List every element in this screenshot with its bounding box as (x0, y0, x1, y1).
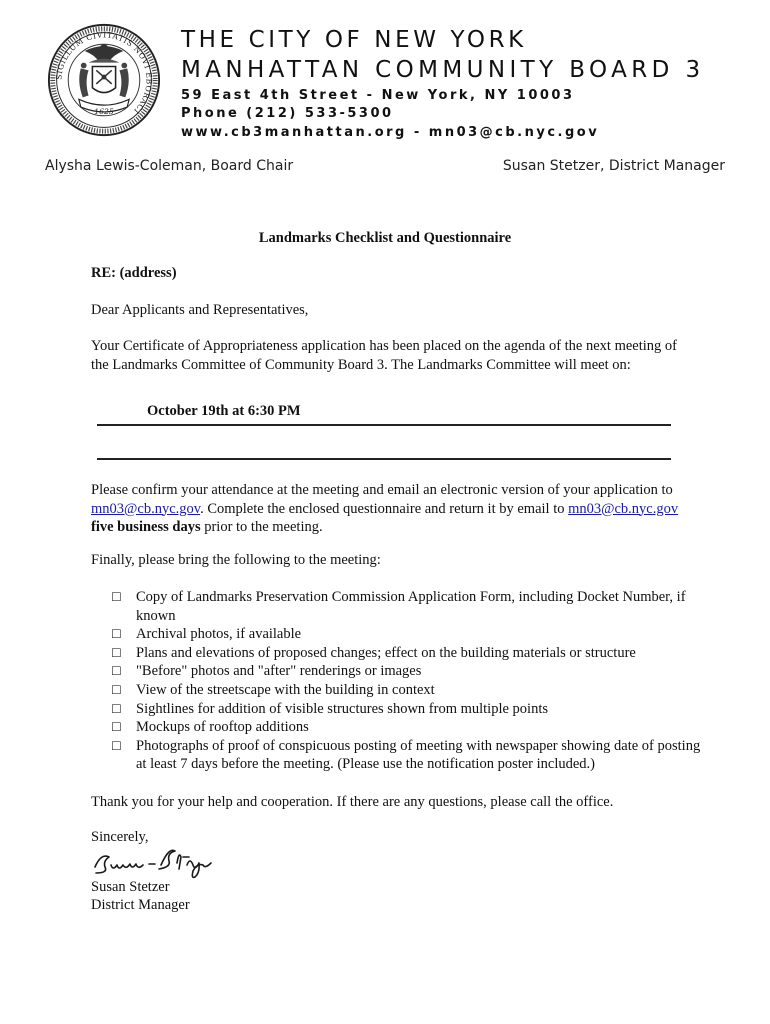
checklist (111, 588, 701, 774)
seal-year: 1625 (94, 106, 114, 116)
re-line: RE: (address) (91, 265, 177, 281)
checklist-item (111, 644, 701, 663)
document-title: Landmarks Checklist and Questionnaire (258, 230, 512, 246)
letterhead-title-line2: MANHATTAN COMMUNITY BOARD 3 (181, 57, 705, 83)
signer-name: Susan Stetzer (91, 879, 170, 895)
checklist-item (111, 737, 701, 774)
checkbox-icon: ☐ (111, 701, 122, 716)
checklist-item-text: Copy of Landmarks Preservation Commission Application Form, including Docket Number, if known (136, 589, 686, 624)
checkbox-icon: ☐ (111, 682, 122, 697)
letterhead-title-line1: THE CITY OF NEW YORK (181, 27, 527, 53)
meeting-date: October 19th at 6:30 PM (147, 403, 301, 419)
signer-title: District Manager (91, 897, 190, 913)
board-chair: Alysha Lewis-Coleman, Board Chair (45, 158, 294, 174)
confirm-paragraph (91, 481, 691, 537)
checkbox-icon: ☐ (111, 645, 122, 660)
checklist-item-text: Archival photos, if available (136, 626, 302, 643)
checklist-item-text: "Before" photos and "after" renderings or images (136, 663, 422, 680)
confirm-text-1: Please confirm your attendance at the meeting and email an electronic version of your application to (91, 482, 673, 498)
checkbox-icon: ☐ (111, 664, 122, 679)
deadline-emphasis: five business days (91, 519, 201, 535)
letterhead-phone: Phone (212) 533-5300 (181, 106, 394, 121)
email-link-1[interactable]: mn03@cb.nyc.gov (91, 500, 201, 517)
checklist-item-text: Mockups of rooftop additions (136, 719, 309, 736)
checklist-item-text: View of the streetscape with the building in context (136, 681, 435, 698)
checklist-item (111, 588, 701, 625)
fill-in-line-1 (97, 424, 671, 426)
checklist-item (111, 662, 701, 681)
checkbox-icon: ☐ (111, 590, 122, 604)
checklist-item (111, 700, 701, 719)
thanks-paragraph: Thank you for your help and cooperation. If there are any questions, please call the office. (91, 794, 614, 810)
checkbox-icon: ☐ (111, 627, 122, 642)
signer-block (91, 878, 190, 914)
checkbox-icon: ☐ (111, 738, 122, 753)
letterhead-web-email: www.cb3manhattan.org - mn03@cb.nyc.gov (181, 125, 600, 140)
fill-in-line-2 (97, 458, 671, 460)
checkbox-icon: ☐ (111, 720, 122, 735)
intro-paragraph: Your Certificate of Appropriateness application has been placed on the agenda of the next meeting of the Landmarks Committee of Community Board 3. The Landmarks Committee will meet on: (91, 338, 677, 373)
confirm-text-2: . Complete the enclosed questionnaire and return it by email to (200, 500, 569, 517)
checklist-item (111, 625, 701, 644)
checklist-item (111, 681, 701, 700)
closing: Sincerely, (91, 829, 149, 845)
salutation: Dear Applicants and Representatives, (91, 302, 309, 318)
confirm-text-3: prior to the meeting. (200, 519, 323, 535)
signature-image (91, 843, 226, 881)
email-link-2[interactable]: mn03@cb.nyc.gov (568, 500, 679, 517)
district-manager: Susan Stetzer, District Manager (502, 158, 725, 174)
seal-text: SIGILLUM CIVITATIS NOVI EBORACI (54, 30, 154, 116)
checklist-item-text: Plans and elevations of proposed changes; effect on the building materials or structure (136, 644, 636, 661)
letterhead-address: 59 East 4th Street - New York, NY 10003 (181, 88, 575, 103)
checklist-item-text: Photographs of proof of conspicuous posting of meeting with newspaper showing date of posting at least 7 days before the meeting. (Please use the notification poster included.) (136, 737, 701, 773)
checklist-intro: Finally, please bring the following to the meeting: (91, 552, 381, 568)
checklist-item-text: Sightlines for addition of visible structures shown from multiple points (136, 700, 549, 717)
city-seal-icon (46, 22, 162, 138)
checklist-item (111, 718, 701, 737)
